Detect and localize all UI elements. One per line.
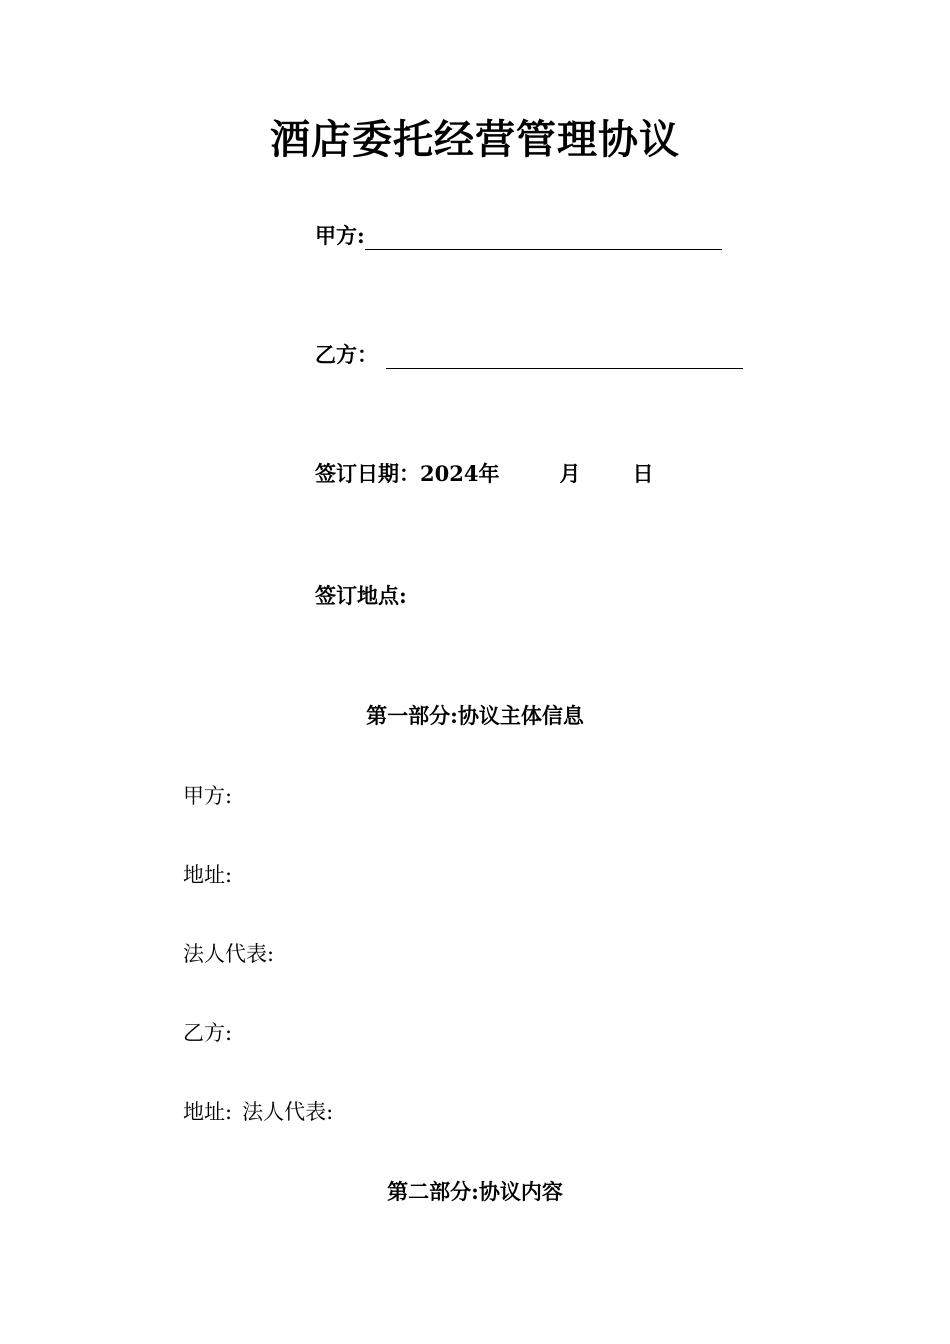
party-b-blank [386, 346, 743, 369]
document-title: 酒店委托经营管理协议 [270, 117, 680, 163]
party-a-blank [365, 227, 722, 250]
cover-party-b-line [315, 341, 743, 369]
cover-place-label: 签订地点: [315, 583, 407, 608]
cover-place-line [315, 582, 407, 610]
cover-date-day: 日 [632, 461, 654, 486]
address-rep-b-line [183, 1098, 333, 1126]
cover-date-line [315, 460, 653, 488]
cover-date-year: 2024年 [420, 461, 500, 486]
section1-heading: 第一部分:协议主体信息 [366, 703, 584, 728]
party-a-field: 甲方: [183, 784, 233, 808]
cover-party-b-label: 乙方： [315, 342, 378, 367]
party-b-field: 乙方: [183, 1021, 233, 1045]
cover-date-label: 签订日期： [315, 461, 420, 486]
cover-date-month: 月 [559, 461, 581, 486]
legal-rep-b-field: 法人代表: [242, 1100, 334, 1124]
address-b-field: 地址: [183, 1100, 233, 1124]
section2-heading: 第二部分:协议内容 [387, 1179, 563, 1204]
cover-party-a-line [315, 222, 722, 250]
address-a-field: 地址: [183, 863, 233, 887]
legal-rep-a-field: 法人代表: [183, 942, 275, 966]
cover-party-a-label: 甲方: [315, 223, 365, 248]
